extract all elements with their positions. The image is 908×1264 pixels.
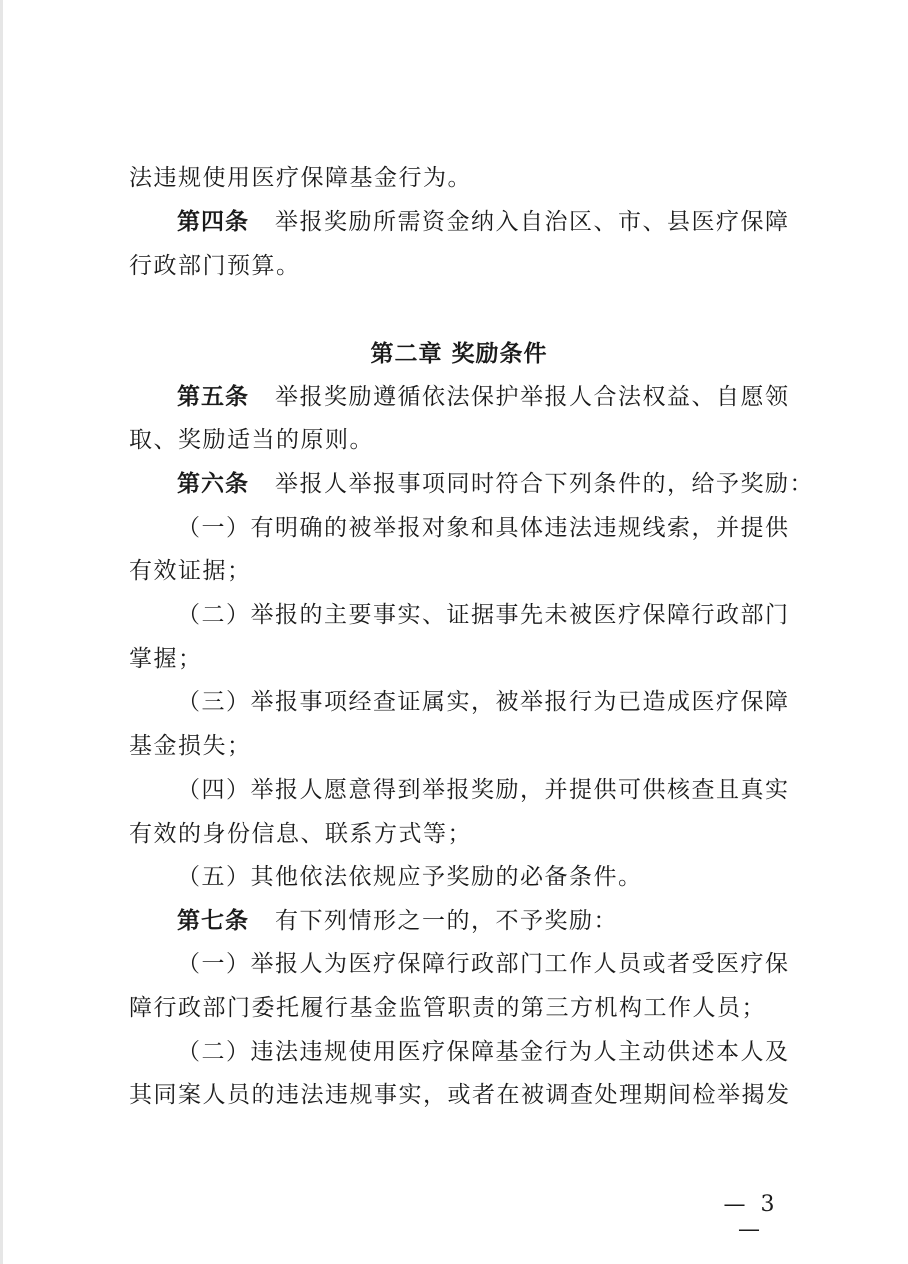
line-text: 基金损失； xyxy=(129,733,252,759)
line-text: 行政部门预算。 xyxy=(129,253,301,279)
list-item xyxy=(177,770,790,810)
page-edge xyxy=(0,0,3,1264)
line-text: （三）举报事项经查证属实，被举报行为已造成医疗保障 xyxy=(177,689,790,715)
article-7 xyxy=(177,901,618,941)
list-item xyxy=(177,508,790,548)
list-item-continuation xyxy=(129,1075,791,1115)
line-text: 举报人举报事项同时符合下列条件的，给予奖励： xyxy=(275,471,814,497)
line-text: 取、奖励适当的原则。 xyxy=(129,427,374,453)
list-item xyxy=(177,1032,790,1072)
line-text: 法违规使用医疗保障基金行为。 xyxy=(129,165,472,191)
list-item-continuation xyxy=(129,639,203,679)
list-item-continuation xyxy=(129,988,766,1028)
list-item-continuation xyxy=(129,551,252,591)
line-text: 举报奖励遵循依法保护举报人合法权益、自愿领 xyxy=(275,384,790,410)
chapter-heading: 第二章 奖励条件 xyxy=(370,341,548,367)
line-text: （二）举报的主要事实、证据事先未被医疗保障行政部门 xyxy=(177,602,790,628)
article-5-continuation xyxy=(129,420,374,460)
line-text: 掌握； xyxy=(129,646,203,672)
list-item xyxy=(177,857,643,897)
article-4 xyxy=(177,202,790,242)
article-6 xyxy=(177,464,814,504)
line-text: 举报奖励所需资金纳入自治区、市、县医疗保障 xyxy=(275,209,790,235)
article-number: 第七条 xyxy=(177,908,249,934)
line-text: 其同案人员的违法违规事实，或者在被调查处理期间检举揭发 xyxy=(129,1082,791,1108)
list-item-continuation xyxy=(129,726,252,766)
article-5 xyxy=(177,377,790,417)
line-text: 有下列情形之一的，不予奖励： xyxy=(275,908,618,934)
list-item-continuation xyxy=(129,814,472,854)
article-number: 第四条 xyxy=(177,209,249,235)
list-item xyxy=(177,682,790,722)
list-item xyxy=(177,944,790,984)
line-text: （一）举报人为医疗保障行政部门工作人员或者受医疗保 xyxy=(177,951,790,977)
list-item xyxy=(177,595,790,635)
article-number: 第五条 xyxy=(177,384,249,410)
line-text: （一）有明确的被举报对象和具体违法违规线索，并提供 xyxy=(177,515,790,541)
line-text: （四）举报人愿意得到举报奖励，并提供可供核查且真实 xyxy=(177,777,790,803)
paragraph-continuation xyxy=(129,158,472,198)
line-text: （二）违法违规使用医疗保障基金行为人主动供述本人及 xyxy=(177,1039,790,1065)
line-text: 有效的身份信息、联系方式等； xyxy=(129,821,472,847)
line-text: （五）其他依法依规应予奖励的必备条件。 xyxy=(177,864,643,890)
page-number: — 3 — xyxy=(723,1192,779,1242)
line-text: 障行政部门委托履行基金监管职责的第三方机构工作人员； xyxy=(129,995,766,1021)
line-text: 有效证据； xyxy=(129,558,252,584)
article-4-continuation xyxy=(129,246,301,286)
article-number: 第六条 xyxy=(177,471,249,497)
